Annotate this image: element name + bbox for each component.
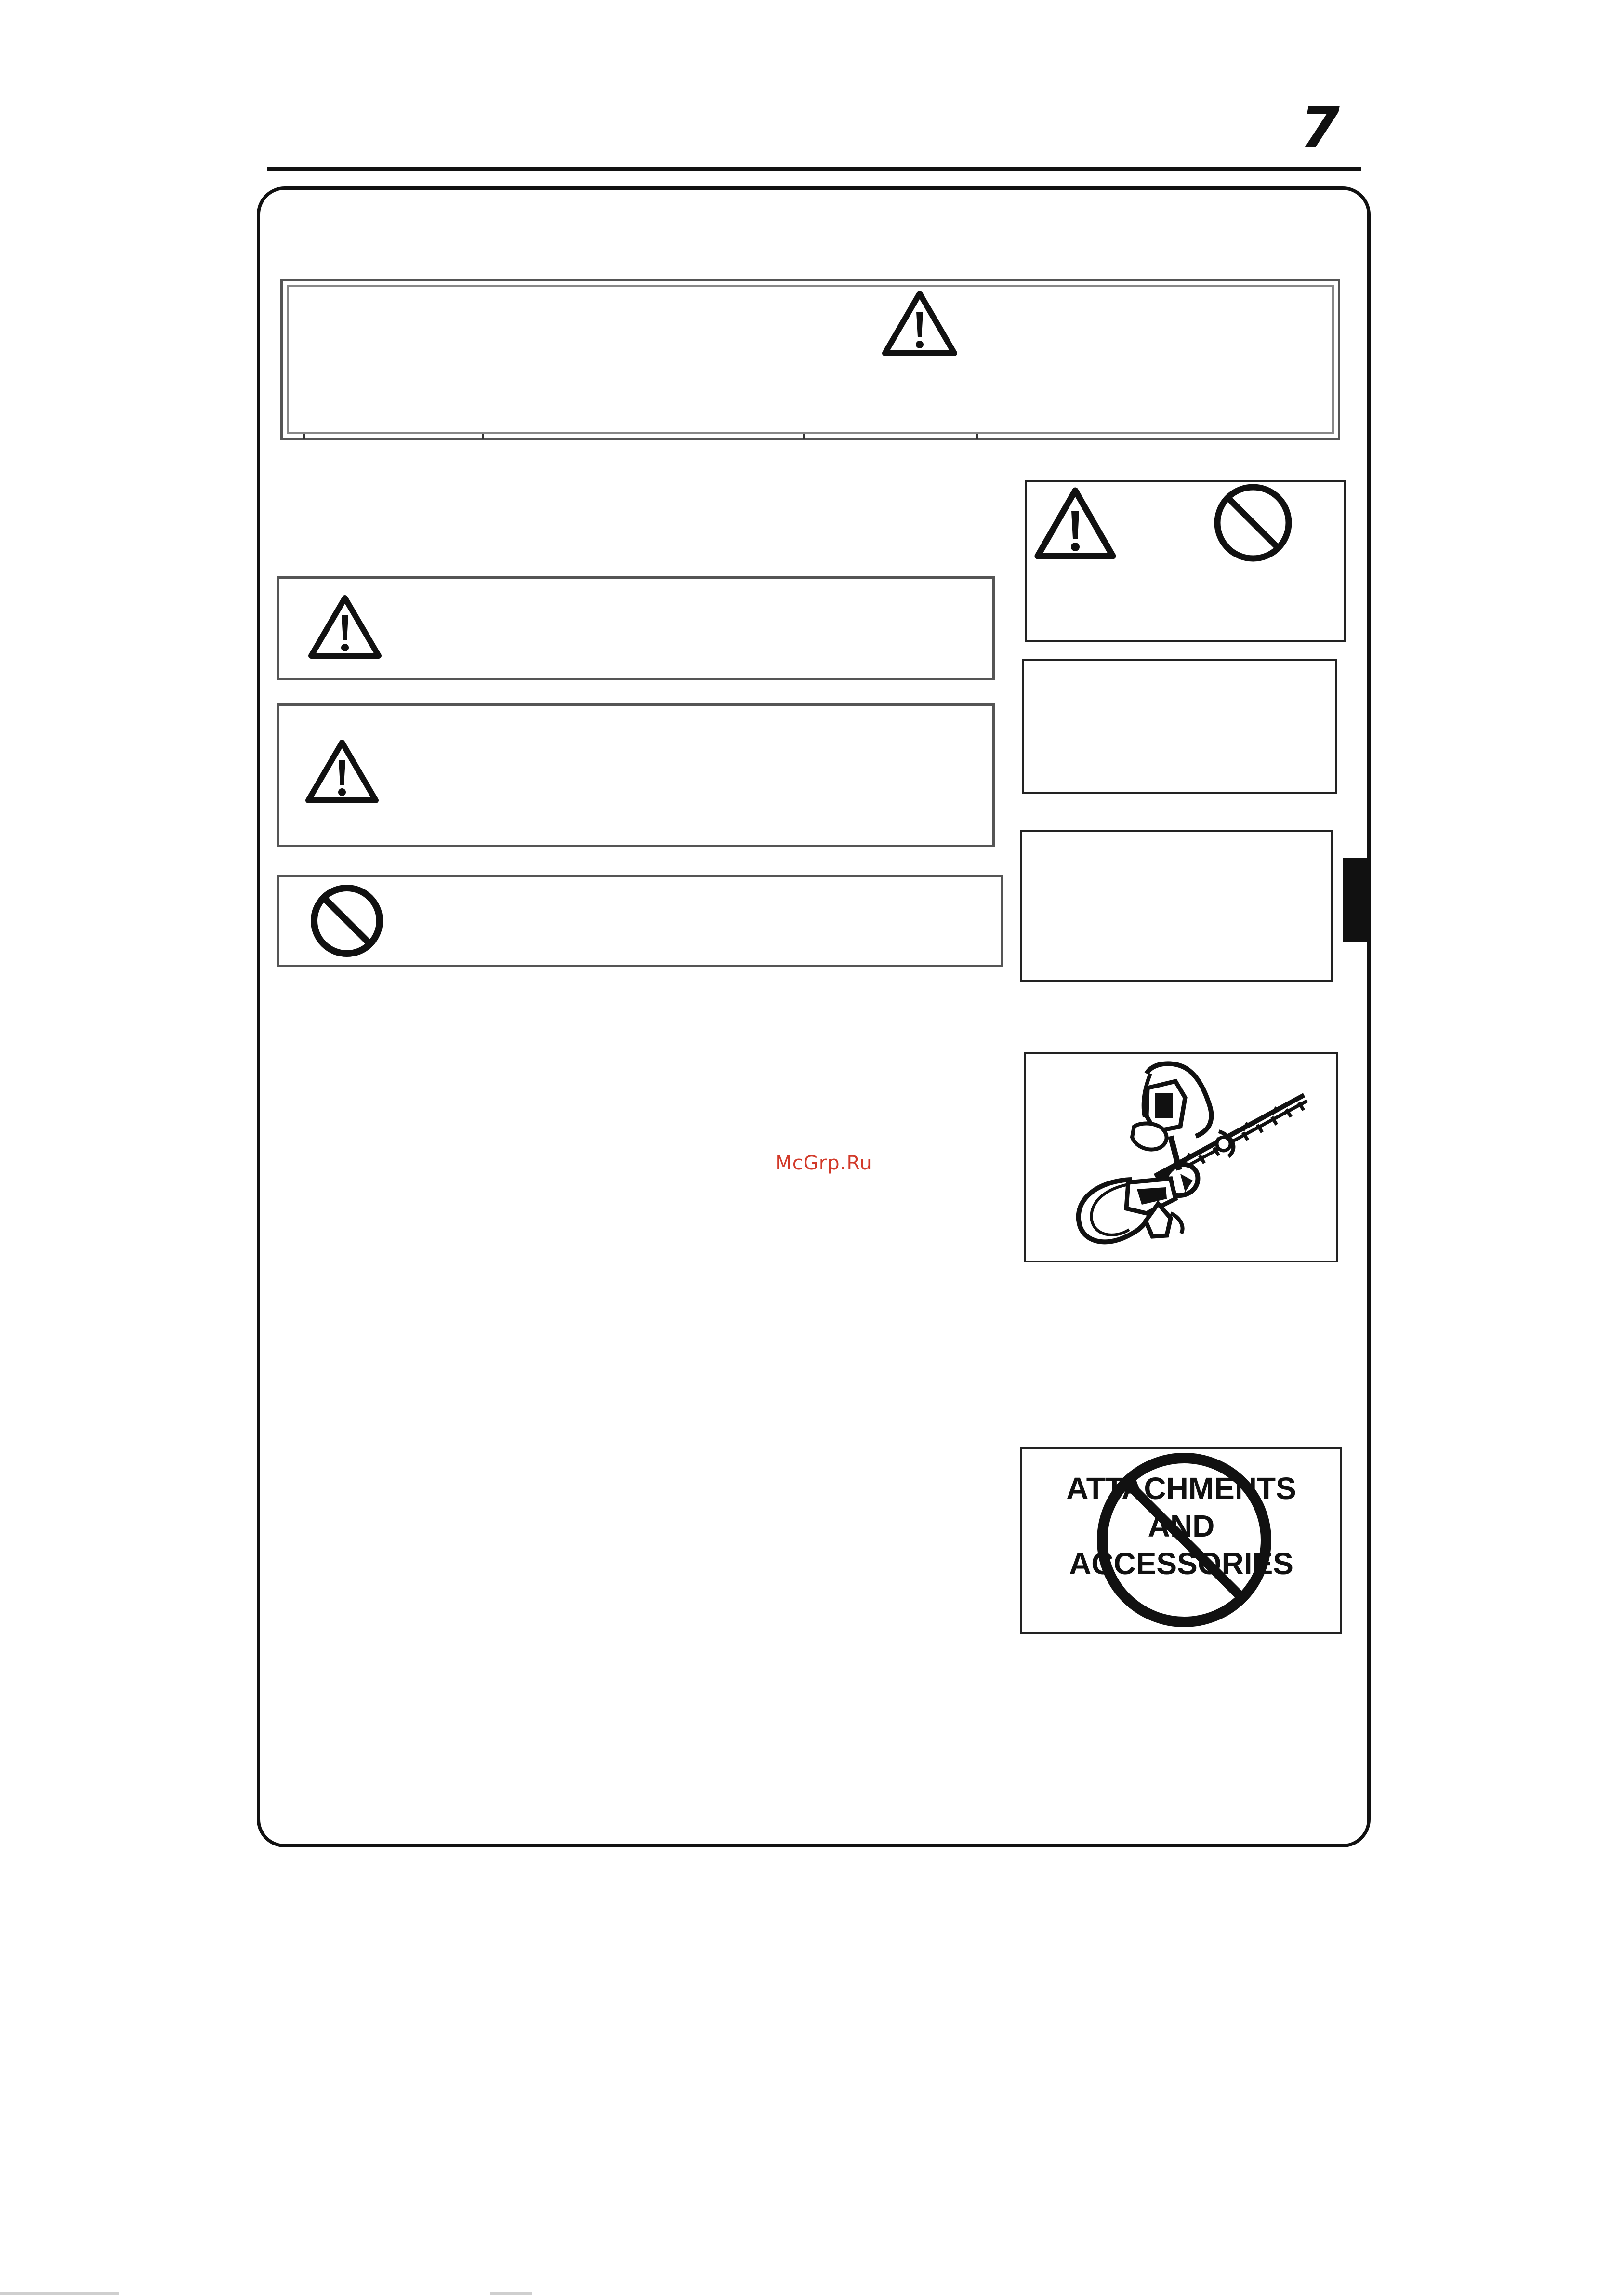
scan-artifact <box>490 2292 532 2295</box>
warning-banner <box>280 279 1340 440</box>
warning-triangle-icon <box>880 289 959 358</box>
prohibition-circle-icon <box>1022 1449 1340 1632</box>
hedge-trimmer-drawing <box>1026 1054 1336 1261</box>
prohibition-circle-icon <box>308 882 385 959</box>
scan-artifact <box>0 2292 119 2295</box>
banner-tick <box>976 434 978 439</box>
side-note-box <box>1022 659 1337 794</box>
header-rule <box>267 167 1361 171</box>
sign-line: ATTACHMENTS <box>1066 1471 1296 1506</box>
caution-box <box>277 703 995 847</box>
symbol-legend-box <box>1025 480 1346 642</box>
section-tab <box>1343 858 1370 942</box>
prohibition-circle-icon <box>1212 482 1294 564</box>
prohibition-box <box>277 875 1003 967</box>
hedge-trimmer-illustration <box>1024 1052 1338 1262</box>
banner-tick <box>803 434 805 439</box>
sign-line: AND <box>1148 1509 1215 1543</box>
watermark: McGrp.Ru <box>775 1152 872 1174</box>
warning-triangle-icon <box>1033 485 1118 562</box>
sign-line: ACCESSORIES <box>1069 1546 1293 1581</box>
warning-triangle-icon <box>303 738 381 805</box>
page-number: 7 <box>1300 94 1340 161</box>
side-note-box <box>1020 830 1333 982</box>
banner-tick <box>482 434 484 439</box>
warning-triangle-icon <box>306 593 383 661</box>
caution-box <box>277 576 995 680</box>
no-attachments-sign <box>1020 1447 1342 1634</box>
banner-tick <box>303 434 305 439</box>
